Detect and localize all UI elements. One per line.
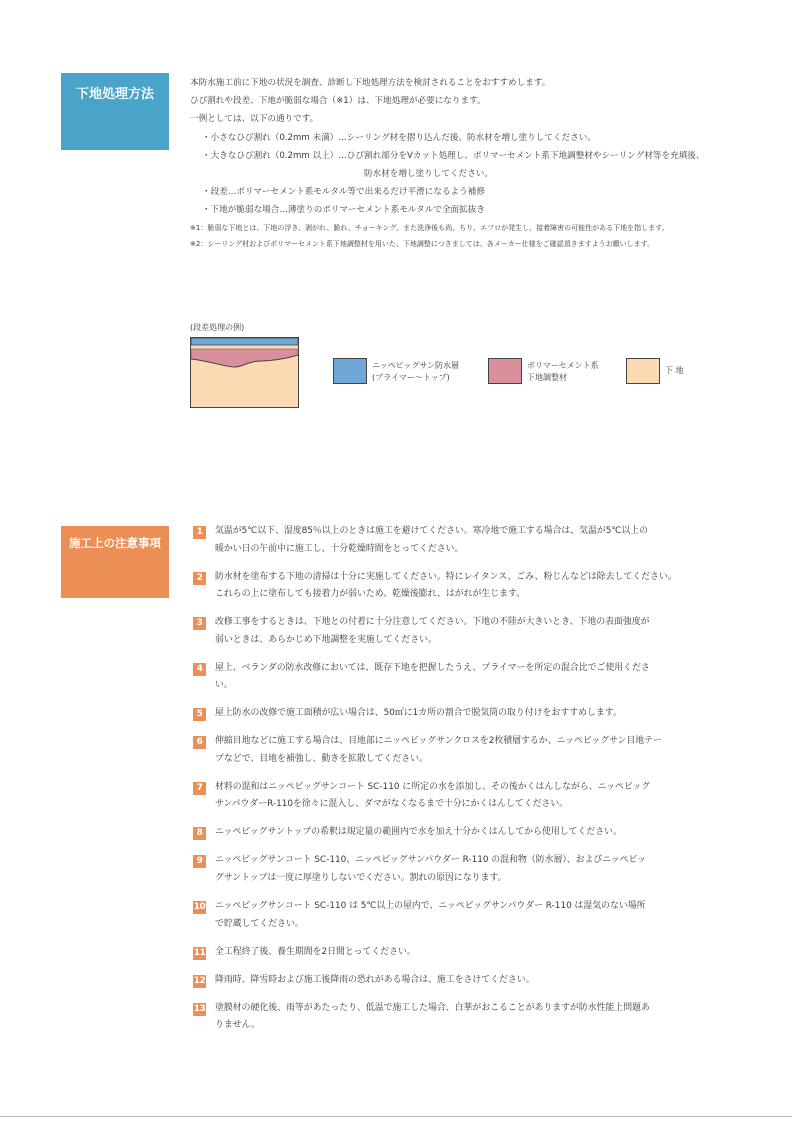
item-text: 材料の混和はニッペビッグサンコート SC-110 に所定の水を添加し、その後かくはんしながら、ニッペビッグ [215,781,651,792]
item-number-badge: 11 [193,947,206,958]
legend-line1: ポリマーセメント系 [527,361,599,370]
item-text-continuation: 弱いときは、あらかじめ下地調整を実施してください。 [215,634,437,645]
item-number-badge: 4 [193,663,206,676]
precaution-item [193,569,743,604]
legend-swatch [488,358,522,384]
precaution-item [193,660,743,695]
section-label-text: 施工上の注意事項 [69,536,161,550]
paragraph-line: 本防水施工前に下地の状況を調査、診断し下地処理方法を検討されることをおすすめします。 [190,78,551,88]
section-label-surface-treatment [61,73,169,150]
waterproof-layer [191,338,298,345]
legend-line1: ニッペビッグサン防水層 [372,361,459,370]
paragraph-line: 一例としては、以下の通りです。 [190,114,319,125]
item-text: ニッペビッグサントップの希釈は規定量の範囲内で水を加え十分かくはんしてから使用してください。 [215,827,622,838]
item-number-badge: 9 [193,855,206,868]
item-text: ニッペビッグサンコート SC-110、ニッペビッグサンパウダー R-110 の混和物（防水層）、およびニッペビッ [215,855,646,866]
item-text-continuation: グサントップは一度に厚塗りしないでください。割れの原因になります。 [215,873,507,884]
item-text: 屋上防水の改修で施工面積が広い場合は、50㎡に1カ所の割合で脱気筒の取り付けをおすすめします。 [215,708,622,719]
legend-swatch [333,358,367,384]
precaution-item [193,944,743,962]
step-treatment-diagram [190,337,300,409]
paragraph-line: ひび割れや段差、下地が脆弱な場合（※1）は、下地処理が必要になります。 [190,96,486,107]
item-text: 全工程終了後、養生期間を2日間とってください。 [215,946,416,957]
bullet-continuation: 防水材を増し塗りしてください。 [364,169,493,180]
item-text-continuation: い。 [215,680,233,691]
surface-treatment-text [190,74,770,252]
precaution-item [193,1000,743,1035]
item-text-continuation: サンパウダーR-110を徐々に混入し、ダマがなくなるまで十分にかくはんしてください。 [215,799,569,810]
item-number-badge: 2 [193,572,206,585]
diagram-title: (段差処理の例) [190,323,245,332]
item-text: 降雨時、降雪時および施工後降雨の恐れがある場合は、施工をさけてください。 [215,974,535,985]
section-label-text: 下地処理方法 [75,87,154,102]
footnote: ※2：シーリング材およびポリマーセメント系下地調整材を用いた、下地調整につきましては、各メーカー仕様をご確認頂きますようお願いします。 [190,239,655,248]
item-text-continuation: りません。 [215,1020,260,1031]
item-text-continuation: プなどで、目地を補強し、動きを拡散してください。 [215,753,428,764]
legend-label [527,360,599,384]
item-number-badge: 1 [193,526,206,539]
item-number-badge: 7 [193,782,206,795]
item-text: 塗膜材の硬化後、雨等があたったり、低温で施工した場合、白華がおこることがありますが防水性能上問題あ [215,1002,650,1013]
legend-line2: 下地調整材 [527,373,567,382]
bullet-line: ・下地が脆弱な場合…薄塗りのポリマーセメント系モルタルで全面拡抜き [202,205,485,216]
legend-label [372,360,459,384]
legend-swatch [626,358,660,384]
item-text: 気温が5℃以下、湿度85％以上のときは施工を避けてください。寒冷地で施工する場合は、気温が5℃以上の [215,526,649,536]
item-number-badge: 10 [193,902,206,913]
legend-line2: (プライマー〜トップ) [372,373,450,382]
section-label-precautions [61,526,169,598]
precaution-item [193,614,743,649]
legend-line1: 下 地 [665,366,684,375]
item-text-continuation: これらの上に塗布しても接着力が弱いため、乾燥後膨れ、はがれが生じます。 [215,589,526,600]
item-number-badge: 6 [193,736,206,749]
precautions-list [193,523,743,1045]
precaution-item [193,523,743,558]
precaution-item [193,824,743,842]
item-text: 改修工事をするときは、下地との付着に十分注意してください。下地の不陸が大きいとき、下地の表面強度が [215,617,650,628]
item-text: 防水材を塗布する下地の清掃は十分に実施してください。特にレイタンス、ごみ、粉じんなどは除去してください。 [215,571,677,582]
precaution-item [193,779,743,814]
bullet-line: ・大きなひび割れ（0.2mm 以上）…ひび割れ部分をVカット処理し、ポリマーセメント系下地調整材やシーリング材等を充填後、 [202,150,705,161]
footnote: ※1：脆弱な下地とは、下地の浮き、剥がれ、脆れ、チョーキング、また洗浄後も尚、ちり、エフロが発生し、接着障害の可能性がある下地を指します。 [190,223,669,232]
item-number-badge: 3 [193,617,206,630]
item-text: ニッペビッグサンコート SC-110 は 5℃以上の屋内で、ニッペビッグサンパウダー R-110 は湿気のない場所 [215,901,646,912]
bullet-line: ・小さなひび割れ（0.2mm 未満）…シーリング材を摺り込んだ後、防水材を増し塗りしてください。 [202,132,596,143]
substrate-layer [191,338,299,408]
item-number-badge: 13 [193,1003,206,1014]
precaution-item [193,705,743,723]
bullet-line: ・段差…ポリマーセメント系モルタル等で出来るだけ平滑になるよう補修 [202,187,485,198]
item-text: 屋上、ベランダの防水改修においては、既存下地を把握したうえ、プライマーを所定の混合比でご使用くださ [215,662,650,673]
bottom-divider [0,1116,792,1117]
item-text: 伸縮目地などに施工する場合は、目地部にニッペビッグサンクロスを2枚積層するか、ニッペビッグサン目地テー [215,736,662,747]
precaution-item [193,972,743,990]
item-number-badge: 8 [193,827,206,840]
item-text-continuation: 暖かい日の午前中に施工し、十分乾燥時間をとってください。 [215,543,464,554]
legend-label [665,365,684,377]
item-text-continuation: で貯蔵してください。 [215,918,304,929]
precaution-item [193,852,743,887]
item-number-badge: 5 [193,708,206,721]
precaution-item [193,733,743,768]
item-number-badge: 12 [193,975,206,986]
precaution-item [193,898,743,933]
